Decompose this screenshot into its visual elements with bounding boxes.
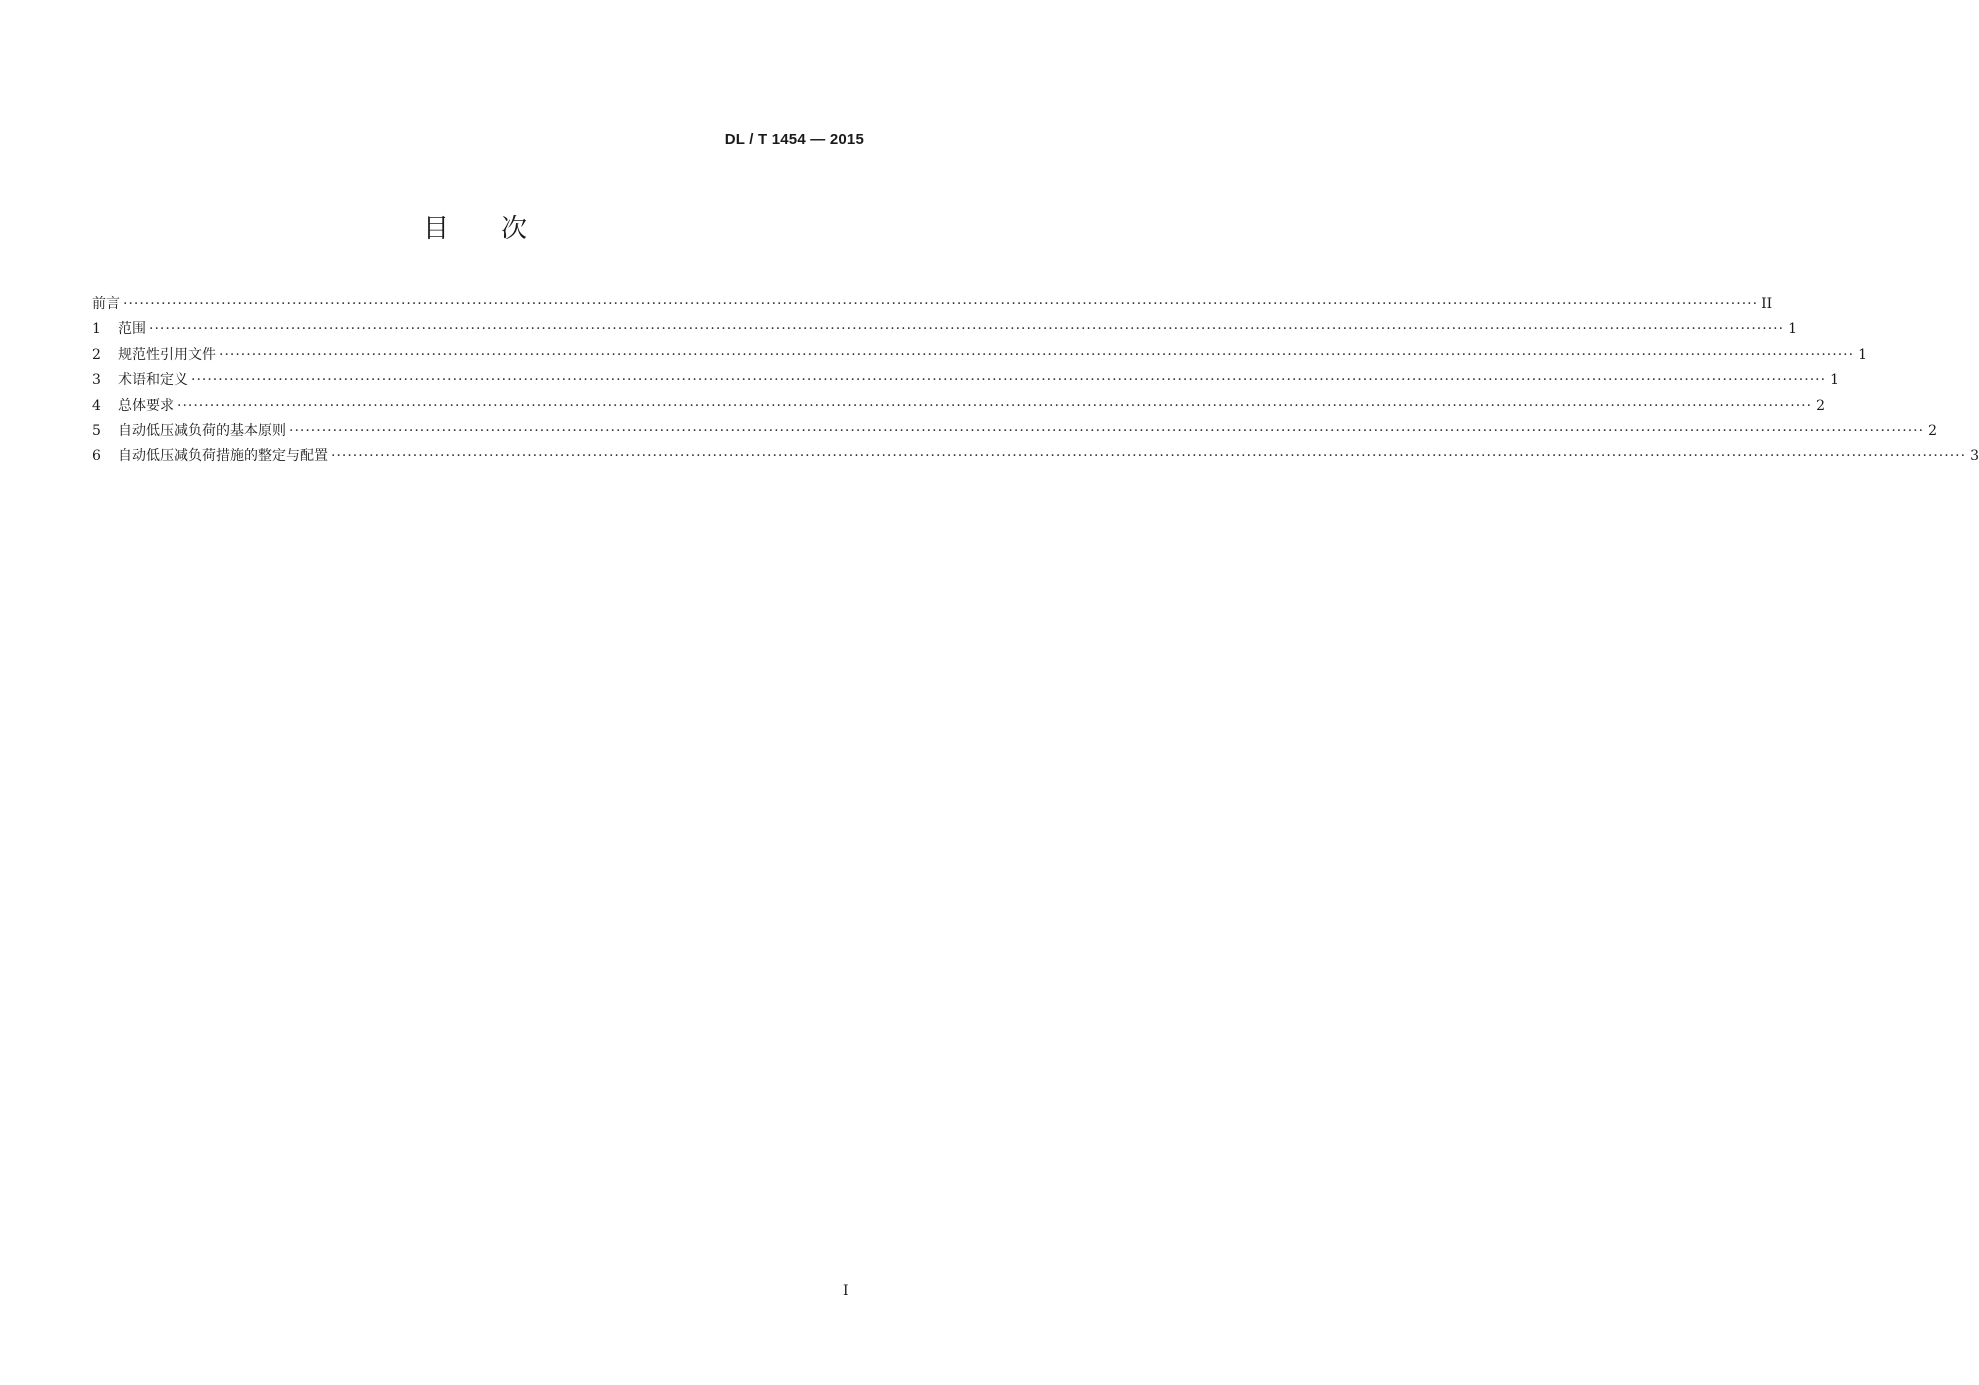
toc-page-number: 2 <box>1816 397 1826 414</box>
toc-number: 1 <box>92 321 101 338</box>
toc-entry-2[interactable] <box>92 344 1868 369</box>
toc-number: 6 <box>92 448 101 465</box>
toc-label: 前言 <box>92 296 120 312</box>
toc-leader-dots: ············································································································································································································································································································ <box>289 422 1925 439</box>
toc-page-number: 2 <box>1928 422 1938 439</box>
toc-leader-dots: ············································································································································································································································································································ <box>123 296 1759 312</box>
toc-label: 总体要求 <box>118 397 174 414</box>
toc-number: 5 <box>92 422 101 439</box>
toc-leader-dots: ············································································································································································································································································································ <box>191 372 1827 389</box>
toc-label: 范围 <box>118 321 146 338</box>
toc-entry-4[interactable] <box>92 395 1826 420</box>
toc-number: 2 <box>92 346 101 363</box>
toc-entry-foreword[interactable] <box>92 293 1773 318</box>
toc-page-number: 1 <box>1788 321 1798 338</box>
toc-label: 规范性引用文件 <box>118 346 216 363</box>
toc-page-number: 1 <box>1830 372 1840 389</box>
toc-leader-dots: ············································································································································································································································································································ <box>219 346 1855 363</box>
toc-label: 自动低压减负荷措施的整定与配置 <box>118 448 328 465</box>
toc-entry-3[interactable] <box>92 369 1840 394</box>
toc-number: 3 <box>92 372 101 389</box>
toc-page-number: II <box>1761 296 1773 312</box>
page-number: I <box>843 1283 849 1299</box>
standard-code: DL / T 1454 — 2015 <box>724 131 864 148</box>
toc-entry-5[interactable] <box>92 420 1938 445</box>
toc-entry-1[interactable] <box>92 318 1798 343</box>
toc-page-number: 1 <box>1858 346 1868 363</box>
toc-page-number: 3 <box>1970 448 1979 465</box>
toc-leader-dots: ············································································································································································································································································································ <box>331 448 1967 465</box>
toc-label: 术语和定义 <box>118 372 188 389</box>
page-title: 目次 <box>422 214 579 244</box>
toc-entry-6[interactable] <box>92 445 1979 470</box>
toc-number: 4 <box>92 397 101 414</box>
table-of-contents <box>92 293 1979 471</box>
toc-label: 自动低压减负荷的基本原则 <box>118 422 286 439</box>
toc-leader-dots: ············································································································································································································································································································ <box>177 397 1813 414</box>
toc-leader-dots: ············································································································································································································································································································ <box>149 321 1785 338</box>
